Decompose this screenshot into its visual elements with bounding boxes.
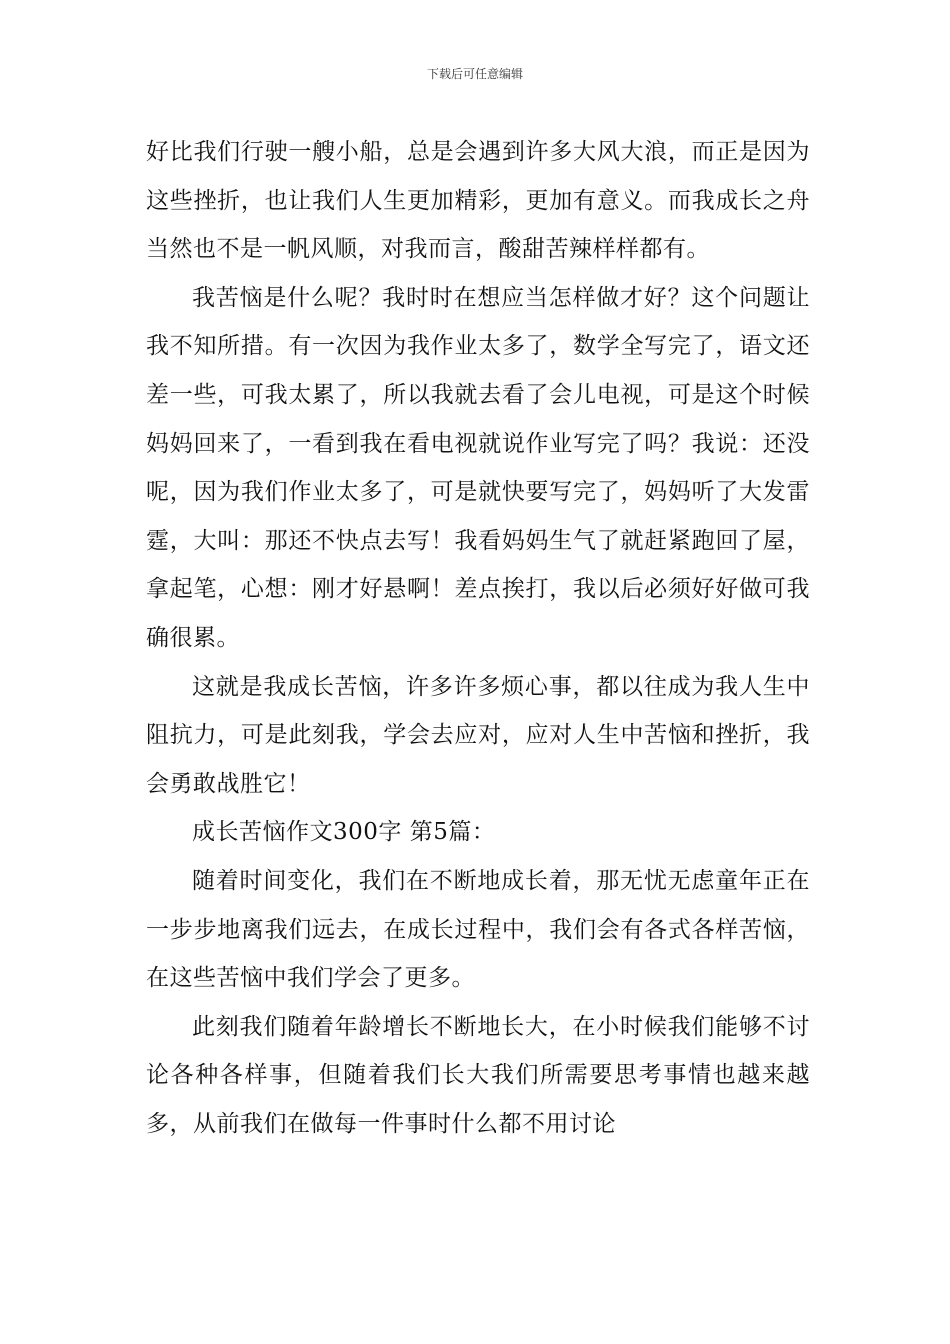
paragraph-3: 这就是我成长苦恼，许多许多烦心事，都以往成为我人生中阻抗力，可是此刻我，学会去应对，应对人生中苦恼和挫折，我会勇敢战胜它！	[146, 673, 810, 797]
paragraph-5: 此刻我们随着年龄增长不断地长大，在小时候我们能够不讨论各种各样事，但随着我们长大我们所需要思考事情也越来越多，从前我们在做每一件事时什么都不用讨论	[146, 1013, 810, 1137]
document-body	[146, 128, 810, 1148]
page-header: 下载后可任意编辑	[426, 67, 523, 81]
paragraph-2: 我苦恼是什么呢？我时时在想应当怎样做才好？这个问题让我不知所措。有一次因为我作业太多了，数学全写完了，语文还差一些，可我太累了，所以我就去看了会儿电视，可是这个时候妈妈回来了，一看到我在看电视就说作业写完了吗？我说：还没呢，因为我们作业太多了，可是就快要写完了，妈妈听了大发雷霆，大叫：那还不快点去写！我看妈妈生气了就赶紧跑回了屋，拿起笔，心想：刚才好悬啊！差点挨打，我以后必须好好做可我确很累。	[146, 284, 810, 651]
section-heading: 成长苦恼作文300字 第5篇：	[192, 819, 496, 846]
paragraph-1: 好比我们行驶一艘小船，总是会遇到许多大风大浪，而正是因为这些挫折，也让我们人生更加精彩，更加有意义。而我成长之舟当然也不是一帆风顺，对我而言，酸甜苦辣样样都有。	[146, 139, 810, 263]
paragraph-4: 随着时间变化，我们在不断地成长着，那无忧无虑童年正在一步步地离我们远去，在成长过程中，我们会有各式各样苦恼，在这些苦恼中我们学会了更多。	[146, 867, 810, 992]
